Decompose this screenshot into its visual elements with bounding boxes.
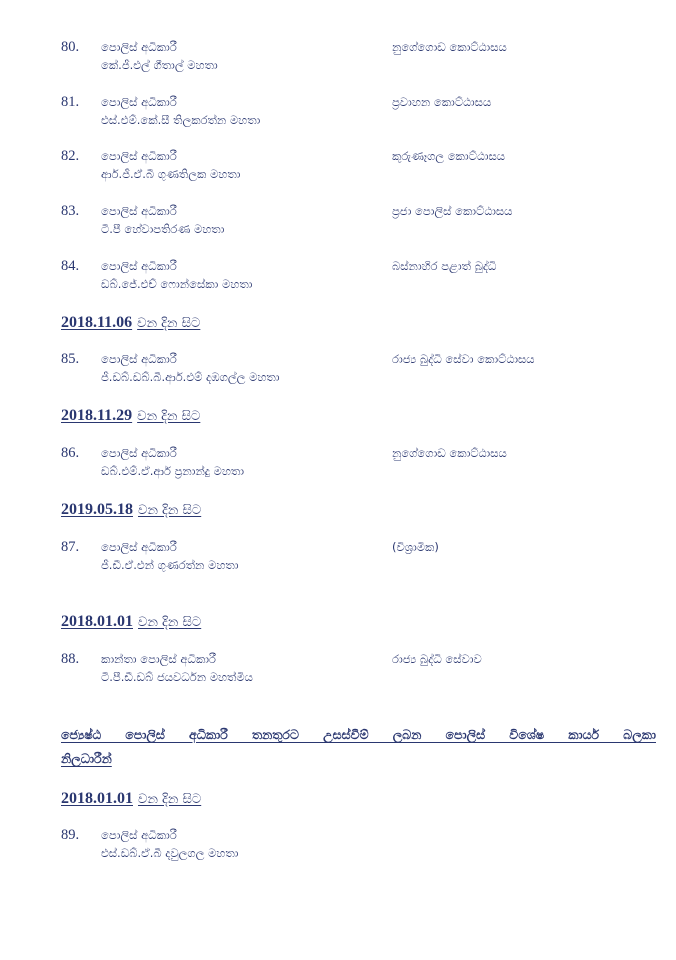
entry-name: ජී.ඩී.ඒ.එන් ගුණරත්න මහතා (101, 558, 239, 572)
entry-name: ටී.පී.ඩී.ඩබ් ජයවර්ධන මහත්මිය (101, 670, 253, 684)
entry-rank: කාන්තා පොලිස් අධිකාරී (101, 652, 217, 666)
entry-name: ජී.ඩබ්.ඩබ්.බී.ආර්.එම් දඹගල්ල මහතා (101, 370, 280, 384)
entry-number: 89. (61, 827, 80, 843)
date-heading-date: 2018.11.29 (61, 407, 133, 424)
date-heading (61, 313, 200, 332)
entry-division: නුගේගොඩ කොට්ඨාසය (392, 446, 507, 460)
entry-division: රාජ්‍ය බුද්ධි සේවා කොට්ඨාසය (392, 352, 535, 366)
entry-rank: පොලිස් අධිකාරී (101, 40, 177, 54)
entry-rank: පොලිස් අධිකාරී (101, 259, 177, 273)
date-heading-suffix: වන දින සිට (138, 615, 202, 630)
entry-rank: පොලිස් අධිකාරී (101, 204, 177, 218)
entry-division: රාජ්‍ය බුද්ධි සේවාව (392, 652, 482, 666)
entry-number: 80. (61, 39, 80, 55)
date-heading (61, 406, 200, 425)
entry-name: ටී.පී හේවාපතිරණ මහතා (101, 222, 225, 236)
entry-number: 88. (61, 651, 80, 667)
entry-division: (විශ්‍රාමික) (392, 540, 439, 554)
entry-name: කේ.ජී.එල් ගීතාල් මහතා (101, 58, 218, 72)
entry-number: 82. (61, 148, 80, 164)
entry-division: බස්නාහිර පළාත් බුද්ධි (392, 259, 497, 273)
date-heading-suffix: වන දින සිට (137, 316, 201, 331)
entry-division: ප්‍රවාහන කොට්ඨාසය (392, 95, 492, 109)
entry-number: 85. (61, 351, 80, 367)
entry-name: ඩබ්.ජේ.එච් ෆොන්සේකා මහතා (101, 277, 253, 291)
section-heading-line-2: නිලධාරීන් (61, 751, 112, 766)
date-heading (61, 500, 201, 519)
entry-division: කුරුණෑගල කොට්ඨාසය (392, 149, 506, 163)
entry-rank: පොලිස් අධිකාරී (101, 149, 177, 163)
entry-division: නුගේගොඩ කොට්ඨාසය (392, 40, 507, 54)
entry-division: ප්‍රජා පොලිස් කොට්ඨාසය (392, 204, 513, 218)
date-heading-date: 2018.01.01 (61, 790, 133, 807)
date-heading (61, 789, 201, 808)
date-heading-date: 2019.05.18 (61, 501, 133, 518)
entry-name: ඩබ්.එම්.ඒ.ආර් ප්‍රනාන්දු මහතා (101, 464, 244, 478)
entry-name: එස්.එම්.කේ.සී තිලකරත්න මහතා (101, 113, 261, 127)
date-heading-suffix: වන දින සිට (138, 792, 202, 807)
section-heading (61, 723, 656, 771)
date-heading-suffix: වන දින සිට (137, 409, 201, 424)
entry-rank: පොලිස් අධිකාරී (101, 352, 177, 366)
entry-rank: පොලිස් අධිකාරී (101, 446, 177, 460)
entry-rank: පොලිස් අධිකාරී (101, 95, 177, 109)
entry-number: 83. (61, 203, 80, 219)
entry-number: 86. (61, 445, 80, 461)
entry-rank: පොලිස් අධිකාරී (101, 828, 177, 842)
entry-name: ආර්.ජී.ඒ.බී ගුණතිලක මහතා (101, 167, 241, 181)
entry-number: 84. (61, 258, 80, 274)
entry-name: එස්.ඩබ්.ඒ.බී දවුලගල මහතා (101, 846, 239, 860)
entry-number: 87. (61, 539, 80, 555)
date-heading-suffix: වන දින සිට (138, 503, 202, 518)
date-heading-date: 2018.11.06 (61, 314, 133, 331)
entry-rank: පොලිස් අධිකාරී (101, 540, 177, 554)
entry-number: 81. (61, 94, 80, 110)
date-heading-date: 2018.01.01 (61, 613, 133, 630)
section-heading-line-1: ජ්‍යෙෂ්ඨ පොලිස් අධිකාරී තනතුරට උසස්වීම් ලබන පොලිස් විශේෂ කාර්ය බලකා (61, 727, 656, 742)
date-heading (61, 612, 201, 631)
